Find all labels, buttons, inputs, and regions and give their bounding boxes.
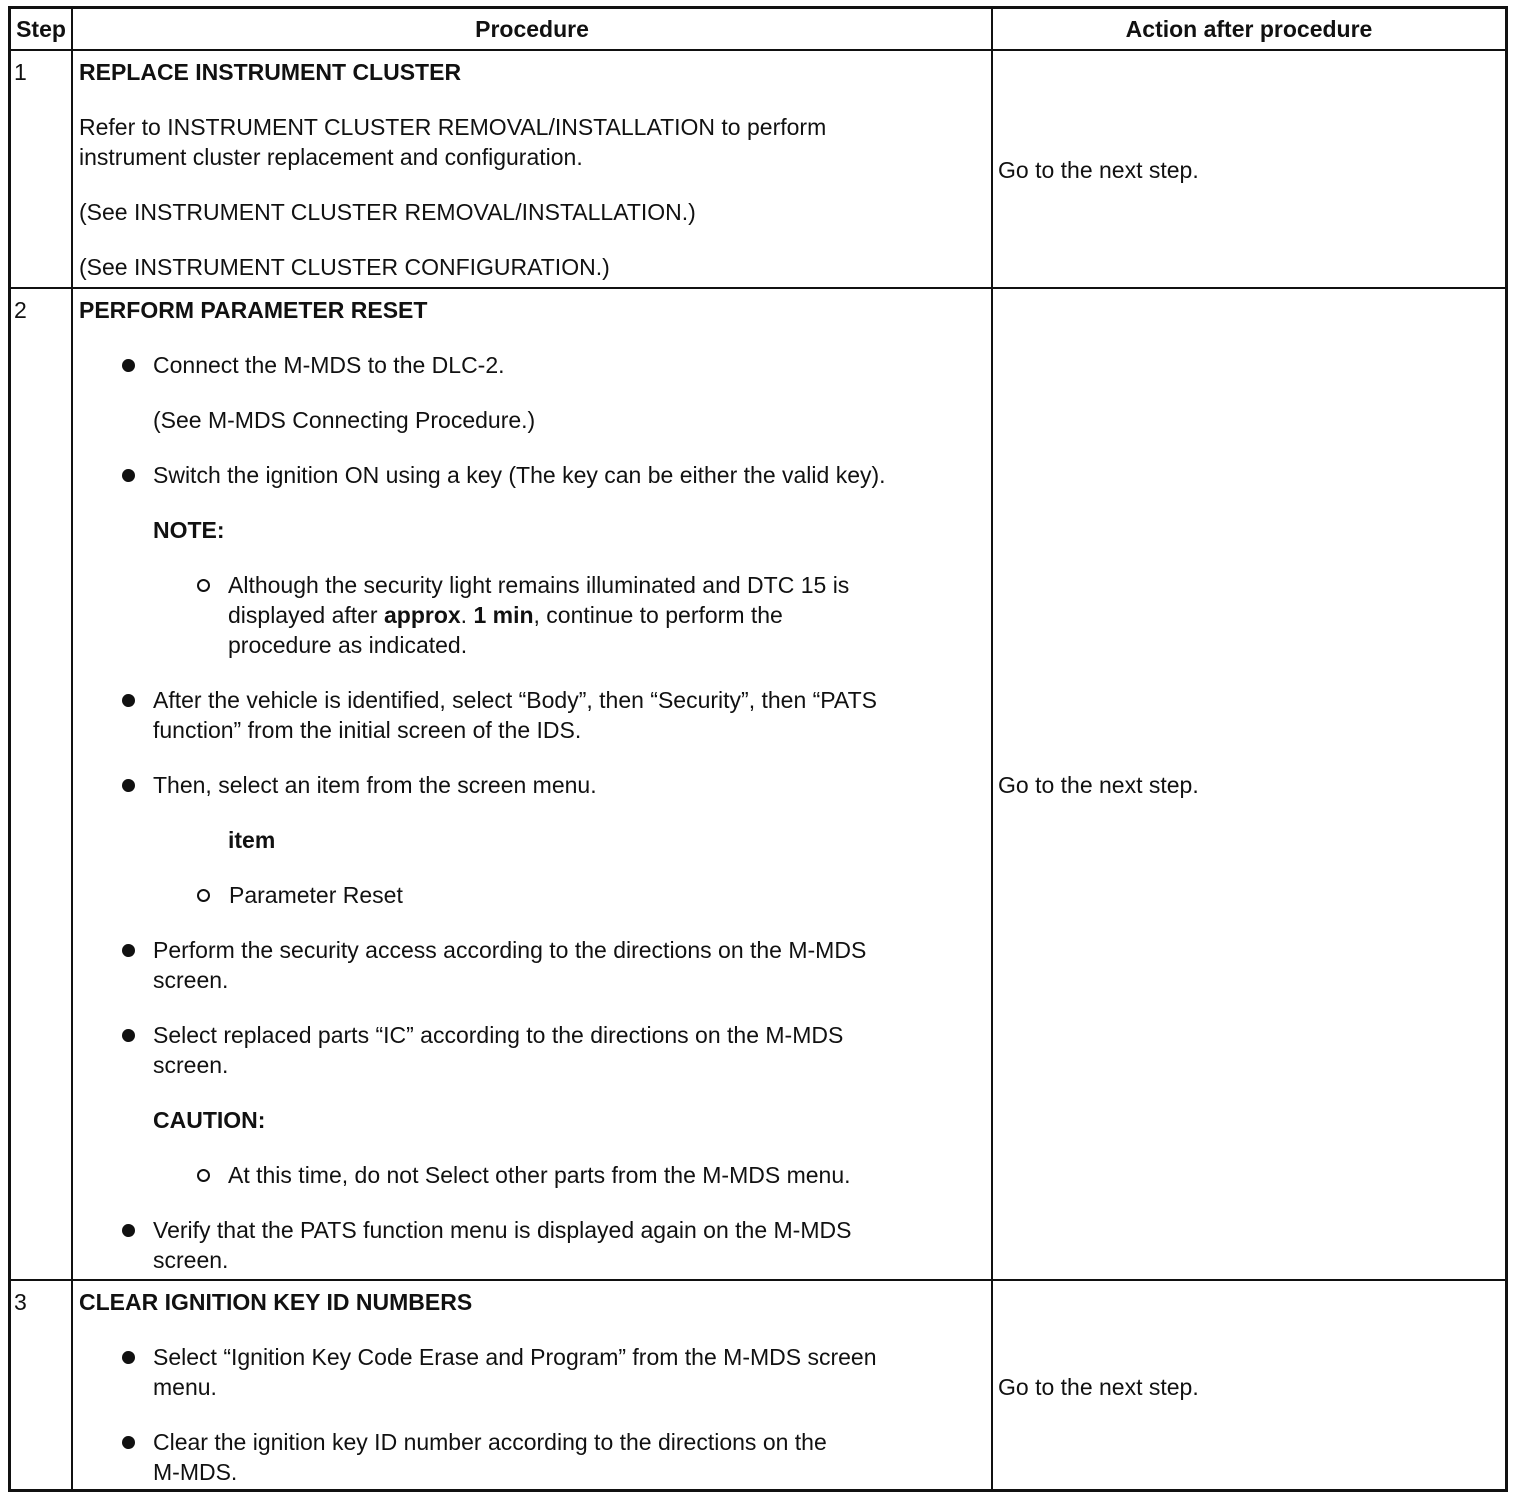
step-title: PERFORM PARAMETER RESET <box>79 297 428 323</box>
step-title: CLEAR IGNITION KEY ID NUMBERS <box>79 1289 473 1315</box>
action-text: Go to the next step. <box>998 772 1199 798</box>
note-line: procedure as indicated. <box>228 632 468 658</box>
paragraph-line: Refer to INSTRUMENT CLUSTER REMOVAL/INSTALLATION to perform <box>79 114 827 140</box>
menu-item-text: Parameter Reset <box>229 882 403 908</box>
list-item: Select replaced parts “IC” according to the directions on the M-MDS <box>153 1022 844 1048</box>
list-item: Switch the ignition ON using a key (The key can be either the valid key). <box>153 462 886 488</box>
bullet-icon <box>122 779 135 792</box>
circle-bullet-icon <box>197 1169 210 1182</box>
list-item: Perform the security access according to the directions on the M-MDS <box>153 937 867 963</box>
reference-link[interactable]: (See INSTRUMENT CLUSTER REMOVAL/INSTALLATION.) <box>79 199 696 225</box>
action-text: Go to the next step. <box>998 157 1199 183</box>
bullet-icon <box>122 944 135 957</box>
item-label: item <box>228 827 276 853</box>
caution-line: At this time, do not Select other parts from the M-MDS menu. <box>228 1162 851 1188</box>
list-item: Verify that the PATS function menu is displayed again on the M-MDS <box>153 1217 852 1243</box>
step-number: 2 <box>14 297 27 323</box>
reference-link[interactable]: (See INSTRUMENT CLUSTER CONFIGURATION.) <box>79 254 610 280</box>
column-divider <box>71 9 73 1489</box>
list-item: Select “Ignition Key Code Erase and Program” from the M-MDS screen <box>153 1344 877 1370</box>
list-item: After the vehicle is identified, select “Body”, then “Security”, then “PATS <box>153 687 877 713</box>
bullet-icon <box>122 1351 135 1364</box>
list-item: screen. <box>153 1247 229 1273</box>
action-text: Go to the next step. <box>998 1374 1199 1400</box>
bullet-icon <box>122 1029 135 1042</box>
list-item: Clear the ignition key ID number according to the directions on the <box>153 1429 827 1455</box>
note-label: NOTE: <box>153 517 225 543</box>
note-line: displayed after approx. 1 min, continue to perform the <box>228 602 783 628</box>
bullet-icon <box>122 1436 135 1449</box>
row-divider <box>11 287 1505 289</box>
header-procedure: Procedure <box>475 16 589 42</box>
procedure-table <box>8 6 1508 1492</box>
circle-bullet-icon <box>197 889 210 902</box>
list-item: Connect the M-MDS to the DLC-2. <box>153 352 505 378</box>
step-number: 1 <box>14 59 27 85</box>
reference-link[interactable]: (See M-MDS Connecting Procedure.) <box>153 407 536 433</box>
caution-label: CAUTION: <box>153 1107 266 1133</box>
row-divider <box>11 49 1505 51</box>
list-item: screen. <box>153 967 229 993</box>
header-step: Step <box>16 16 66 42</box>
circle-bullet-icon <box>197 579 210 592</box>
header-action: Action after procedure <box>1125 16 1373 42</box>
bullet-icon <box>122 694 135 707</box>
step-number: 3 <box>14 1289 27 1315</box>
note-line: Although the security light remains illuminated and DTC 15 is <box>228 572 850 598</box>
bullet-icon <box>122 359 135 372</box>
column-divider <box>991 9 993 1489</box>
list-item: screen. <box>153 1052 229 1078</box>
list-item: M-MDS. <box>153 1459 238 1485</box>
step-title: REPLACE INSTRUMENT CLUSTER <box>79 59 462 85</box>
list-item: Then, select an item from the screen menu. <box>153 772 597 798</box>
bullet-icon <box>122 469 135 482</box>
row-divider <box>11 1279 1505 1281</box>
bullet-icon <box>122 1224 135 1237</box>
list-item: function” from the initial screen of the IDS. <box>153 717 582 743</box>
paragraph-line: instrument cluster replacement and configuration. <box>79 144 583 170</box>
list-item: menu. <box>153 1374 217 1400</box>
